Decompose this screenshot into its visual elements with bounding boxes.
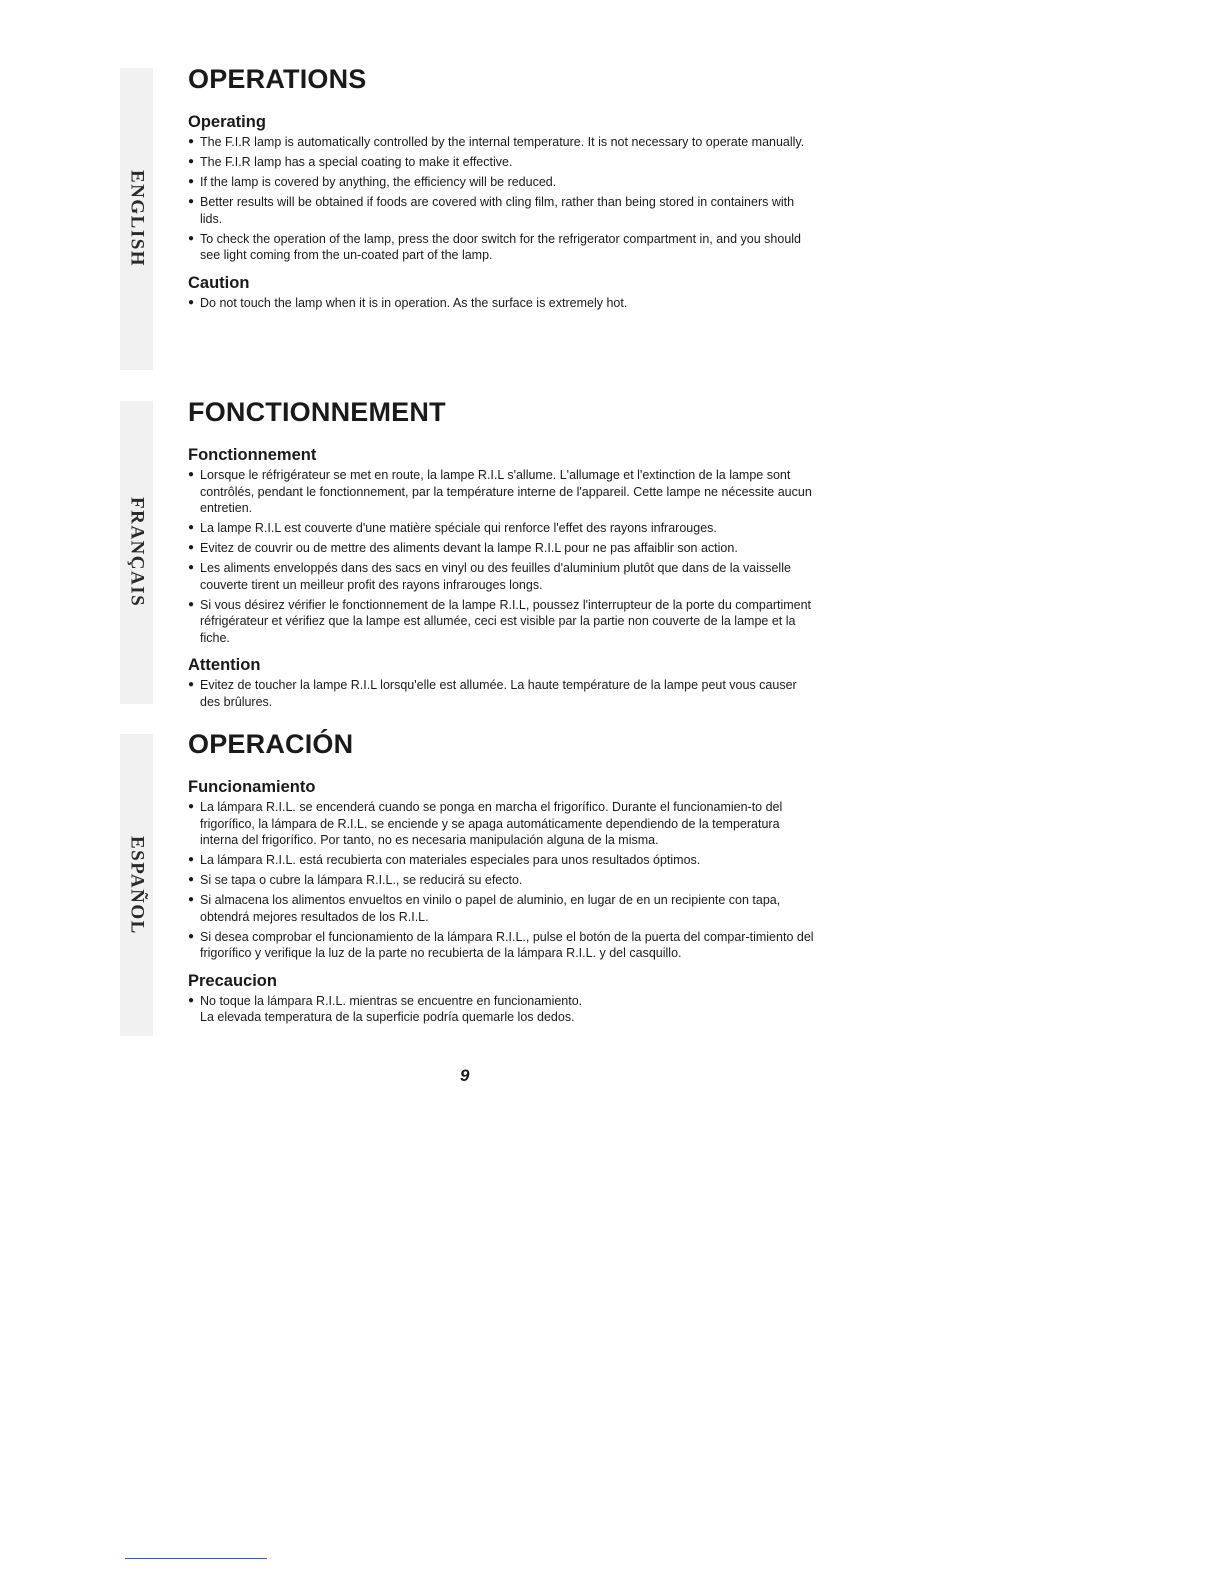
list-item: ● Si se tapa o cubre la lámpara R.I.L., se reducirá su efecto. — [188, 873, 523, 887]
section-title: OPERATIONS — [188, 64, 367, 94]
bullet-icon: ● — [188, 679, 195, 690]
bullet-list — [188, 677, 818, 710]
bullet-icon: ● — [188, 854, 195, 865]
list-item: ● Si vous désirez vérifier le fonctionnement de la lampe R.I.L, poussez l'interrupteur de la porte du compartiment réfrigérateur et vérifiez que la lampe est allumée, ceci est visible par la partie non couverte de la lampe et la fiche. — [188, 597, 812, 645]
list-item: ● Les aliments enveloppés dans des sacs en vinyl ou des feuilles d'aluminium plutôt que dans de la vaisselle couverte tirent un meilleur profit des rayons infrarouges longs. — [188, 561, 791, 592]
list-item: ● Do not touch the lamp when it is in operation. As the surface is extremely hot. — [188, 295, 628, 310]
bullet-icon: ● — [188, 296, 195, 308]
list-item: ● If the lamp is covered by anything, the efficiency will be reduced. — [188, 175, 557, 189]
bullet-icon: ● — [188, 930, 195, 942]
list-item: ● Lorsque le réfrigérateur se met en route, la lampe R.I.L s'allume. L'allumage et l'extinction de la lampe sont contrôlés, pendant le fonctionnement, par la température interne de l'appareil. Cette lampe ne nécessite aucun entretien. — [188, 468, 812, 515]
language-tab-english — [120, 68, 153, 370]
language-tab-spanish — [120, 734, 153, 1036]
list-item: ● Si desea comprobar el funcionamiento de la lámpara R.I.L., pulse el botón de la puerta del compar-timiento del frigorífico y verifique la luz de la parte no recubierta de la lámpara R.I.L. y del casquillo. — [188, 929, 814, 960]
section-french — [188, 397, 818, 714]
language-tab-label: FRANÇAIS — [126, 497, 148, 608]
bullet-icon: ● — [188, 598, 195, 610]
bullet-icon: ● — [188, 801, 195, 812]
list-item: ● La lámpara R.I.L. está recubierta con materiales especiales para unos resultados óptimos. — [188, 853, 701, 867]
bullet-icon: ● — [188, 136, 195, 147]
bullet-icon: ● — [188, 196, 195, 207]
section-spanish — [188, 729, 818, 1029]
bullet-list — [188, 134, 818, 264]
block-heading: Caution — [188, 273, 250, 292]
list-item: ● To check the operation of the lamp, press the door switch for the refrigerator compartment in, and you should see light coming from the un-coated part of the lamp. — [188, 231, 802, 262]
bullet-icon: ● — [188, 874, 195, 885]
bullet-list — [188, 993, 818, 1026]
bullet-list — [188, 295, 818, 312]
list-item: ● Better results will be obtained if foods are covered with cling film, rather than being stored in containers with lids. — [188, 195, 795, 226]
section-title: FONCTIONNEMENT — [188, 397, 446, 427]
list-item: ● The F.I.R lamp is automatically controlled by the internal temperature. It is not necessary to operate manually. — [188, 135, 805, 149]
bullet-icon: ● — [188, 542, 195, 553]
language-tab-label: ESPAÑOL — [126, 835, 148, 935]
bullet-list — [188, 799, 818, 962]
page-number: 9 — [460, 1066, 470, 1085]
list-item: ● The F.I.R lamp has a special coating to make it effective. — [188, 155, 513, 169]
block-heading: Fonctionnement — [188, 446, 317, 464]
bullet-icon: ● — [188, 176, 195, 187]
bullet-icon: ● — [188, 894, 195, 905]
bullet-icon: ● — [188, 469, 195, 480]
language-tab-french — [120, 401, 153, 704]
bullet-icon: ● — [188, 522, 195, 533]
list-item: ● Evitez de toucher la lampe R.I.L lorsqu'elle est allumée. La haute température de la lampe peut vous causer des brûlures. — [188, 678, 797, 709]
list-item: ● No toque la lámpara R.I.L. mientras se encuentre en funcionamiento. La elevada temperatura de la superficie podría quemarle los dedos. — [188, 993, 818, 1026]
list-item: ● Evitez de couvrir ou de mettre des aliments devant la lampe R.I.L pour ne pas affaiblir son action. — [188, 541, 738, 555]
section-title: OPERACIÓN — [188, 729, 354, 759]
block-heading: Attention — [188, 656, 261, 674]
section-english — [188, 64, 818, 315]
bullet-icon: ● — [188, 994, 195, 1006]
block-heading: Funcionamiento — [188, 778, 316, 796]
bullet-icon: ● — [188, 232, 195, 244]
bullet-icon: ● — [188, 156, 195, 167]
list-item: ● Si almacena los alimentos envueltos en vinilo o papel de aluminio, en lugar de en un recipiente con tapa, obtendrá mejores resultados de los R.I.L. — [188, 893, 781, 924]
block-heading: Precaucion — [188, 971, 277, 990]
footer-rule — [125, 1558, 267, 1559]
bullet-icon: ● — [188, 562, 195, 573]
list-item: ● La lampe R.I.L est couverte d'une matière spéciale qui renforce l'effet des rayons infrarouges. — [188, 521, 717, 535]
bullet-list — [188, 467, 818, 646]
list-item: ● La lámpara R.I.L. se encenderá cuando se ponga en marcha el frigorífico. Durante el funcionamien-to del frigorífico, la lámpara de R.I.L. se enciende y se apaga automáticamente dependiendo de la temperatura interna del frigorífico. Por tanto, no es necesaria manipulación alguna de la misma. — [188, 800, 783, 847]
language-tab-label: ENGLISH — [126, 170, 148, 268]
list-item-continuation: La elevada temperatura de la superficie podría quemarle los dedos. — [200, 1010, 575, 1024]
block-heading: Operating — [188, 113, 266, 131]
